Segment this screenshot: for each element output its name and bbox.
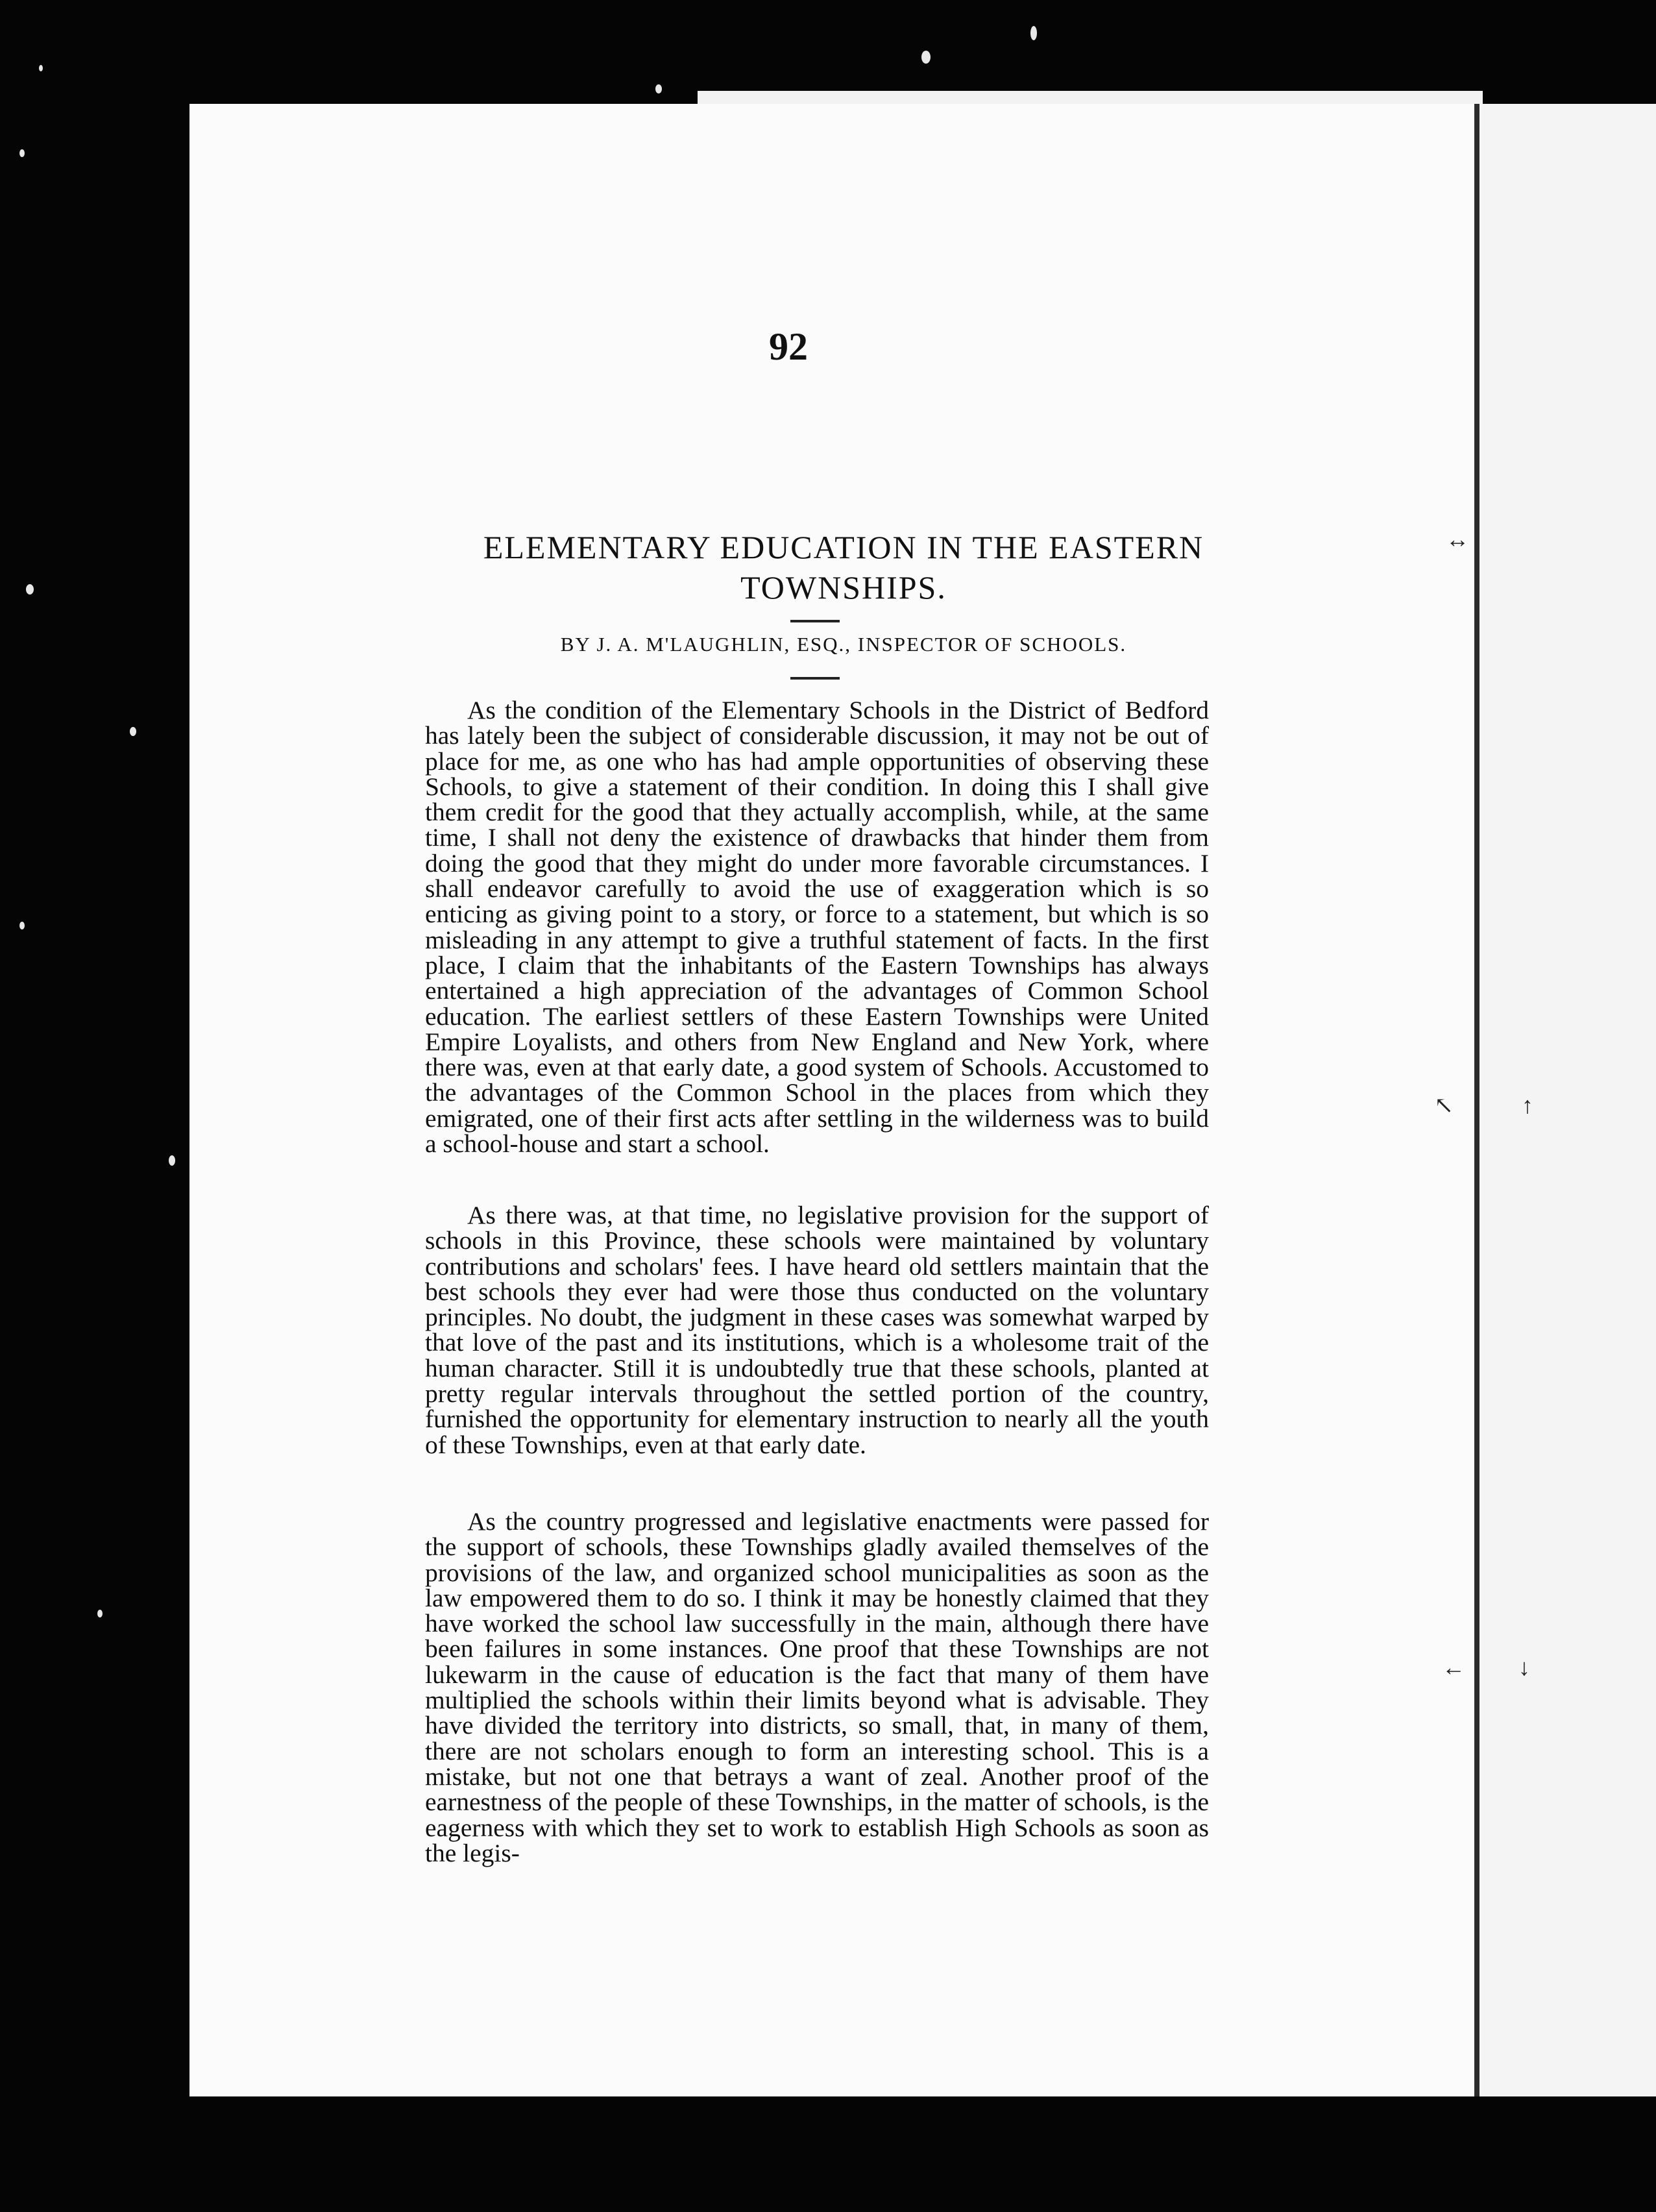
page-number: 92	[769, 325, 808, 368]
margin-arrow-mark: ↑	[1522, 1092, 1533, 1118]
body-paragraph-3: As the country progressed and legislative enactments were passed for the support of schools, these Townships gladly availed themselves of the provisions of the law, and organized school municipalities as soon as the law empowered them to do so. I think it may be honestly claimed that they have worked the school law successfully in the main, although there have been failures in some instances. One proof that these Townships are not lukewarm in the cause of education is the fact that many of them have multiplied the schools within their limits beyond what is advisable. They have divided the territory into districts, so small, that, in many of them, there are not scholars enough to form an interesting school. This is a mistake, but not one that betrays a want of zeal. Another proof of the earnestness of the people of these Townships, in the matter of schools, is the eagerness with which they set to work to establish High Schools as soon as the legis-	[425, 1507, 1209, 1867]
page-gutter-line	[1474, 104, 1479, 2096]
adjacent-page-edge	[1481, 104, 1656, 2096]
scan-speck	[921, 51, 931, 64]
scan-speck	[1030, 26, 1037, 40]
margin-arrow-mark: ←	[1442, 1654, 1465, 1680]
scan-speck	[97, 1610, 103, 1617]
scan-speck	[130, 727, 136, 736]
article-title-line-1: ELEMENTARY EDUCATION IN THE EASTERN	[483, 529, 1204, 565]
body-paragraph-2: As there was, at that time, no legislative provision for the support of schools in this Province, these schools were maintained by voluntary contributions and scholars' fees. I have heard old settlers maintain that the best schools they ever had were those thus conducted on the voluntary principles. No doubt, the judgment in these cases was somewhat warped by that love of the past and its institutions, which is a wholesome trait of the human character. Still it is undoubtedly true that these schools, planted at pretty regular intervals throughout the settled portion of the country, furnished the opportunity for elementary instruction to nearly all the youth of these Townships, even at that early date.	[425, 1201, 1209, 1459]
article-byline: BY J. A. M'LAUGHLIN, ESQ., INSPECTOR OF SCHOOLS.	[560, 633, 1127, 656]
byline-divider	[790, 677, 840, 680]
scan-speck	[169, 1155, 175, 1166]
scan-speck	[19, 922, 25, 929]
margin-arrow-mark: ↔	[1446, 526, 1469, 552]
body-paragraph-1: As the condition of the Elementary Schools in the District of Bedford has lately been the subject of considerable discussion, it may not be out of place for me, as one who has had ample opportunities of observing these Schools, to give a statement of their condition. In doing this I shall give them credit for the good that they actually accomplish, while, at the same time, I shall not deny the existence of drawbacks that hinder them from doing the good that they might do under more favorable circumstances. I shall endeavor carefully to avoid the use of exaggeration which is so enticing as giving point to a story, or force to a statement, but which is so misleading in any attempt to give a truthful statement of facts. In the first place, I claim that the inhabitants of the Eastern Townships has always entertained a high appreciation of the advantages of Common School education. The earliest settlers of these Eastern Townships were United Empire Loyalists, and others from New England and New York, where there was, even at that early date, a good system of Schools. Accustomed to the advantages of the Common School in the places from which they emigrated, one of their first acts after settling in the wilderness was to build a school-house and start a school.	[425, 696, 1209, 1159]
scan-speck	[19, 149, 25, 157]
article-title	[389, 527, 1298, 608]
title-divider	[790, 620, 840, 622]
scan-speck	[655, 84, 662, 93]
article-title-line-2: TOWNSHIPS.	[740, 569, 947, 606]
margin-arrow-mark: ↖	[1434, 1092, 1454, 1118]
scan-speck	[26, 584, 34, 595]
margin-arrow-mark: ↓	[1518, 1654, 1530, 1680]
scan-speck	[39, 65, 43, 71]
